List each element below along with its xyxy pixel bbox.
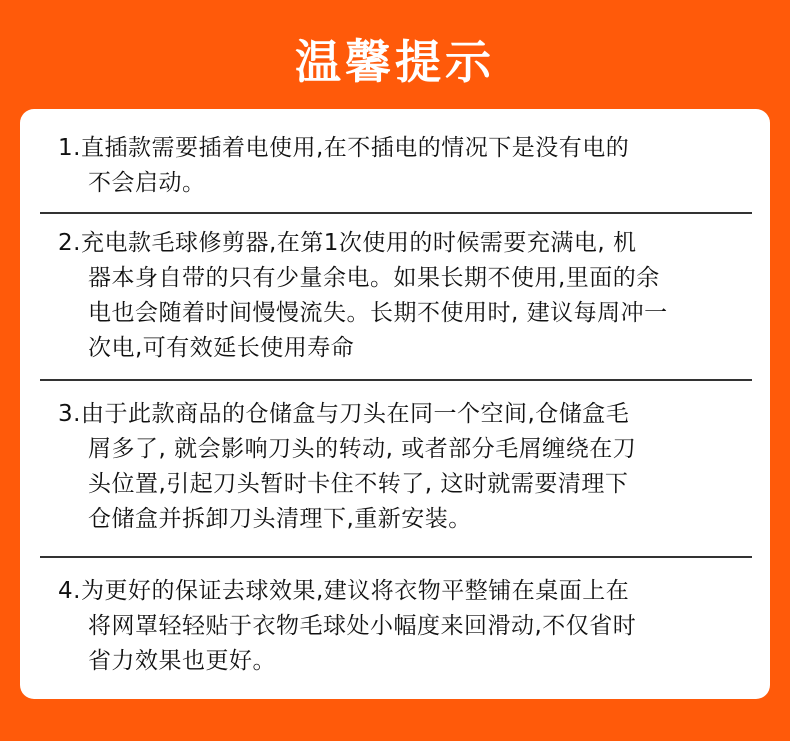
tip-line: 头位置,引起刀头暂时卡住不转了, 这时就需要清理下 [88,471,629,497]
tip-line: 3.由于此款商品的仓储盒与刀头在同一个空间,仓储盒毛 [58,401,630,427]
tip-line: 省力效果也更好。 [88,648,276,674]
tip-line: 2.充电款毛球修剪器,在第1次使用的时候需要充满电, 机 [58,230,637,256]
divider [40,379,752,381]
tip-line: 将网罩轻轻贴于衣物毛球处小幅度来回滑动,不仅省时 [88,613,637,639]
page-title: 温馨提示 [295,35,495,89]
tip-line: 不会启动。 [88,170,206,196]
tip-item-1 [58,131,748,201]
tip-line: 屑多了, 就会影响刀头的转动, 或者部分毛屑缠绕在刀 [88,436,637,462]
tip-item-3 [58,397,748,537]
tip-line: 电也会随着时间慢慢流失。长期不使用时, 建议每周冲一 [88,300,668,326]
tip-line: 1.直插款需要插着电使用,在不插电的情况下是没有电的 [58,135,630,161]
tip-item-4 [58,574,748,679]
tip-line: 次电,可有效延长使用寿命 [88,335,355,361]
tip-line: 仓储盒并拆卸刀头清理下,重新安装。 [88,506,472,532]
tip-item-2 [58,226,748,366]
tips-card [20,109,770,699]
tip-line: 4.为更好的保证去球效果,建议将衣物平整铺在桌面上在 [58,578,630,604]
divider [40,556,752,558]
divider [40,212,752,214]
tip-line: 器本身自带的只有少量余电。如果长期不使用,里面的余 [88,265,660,291]
